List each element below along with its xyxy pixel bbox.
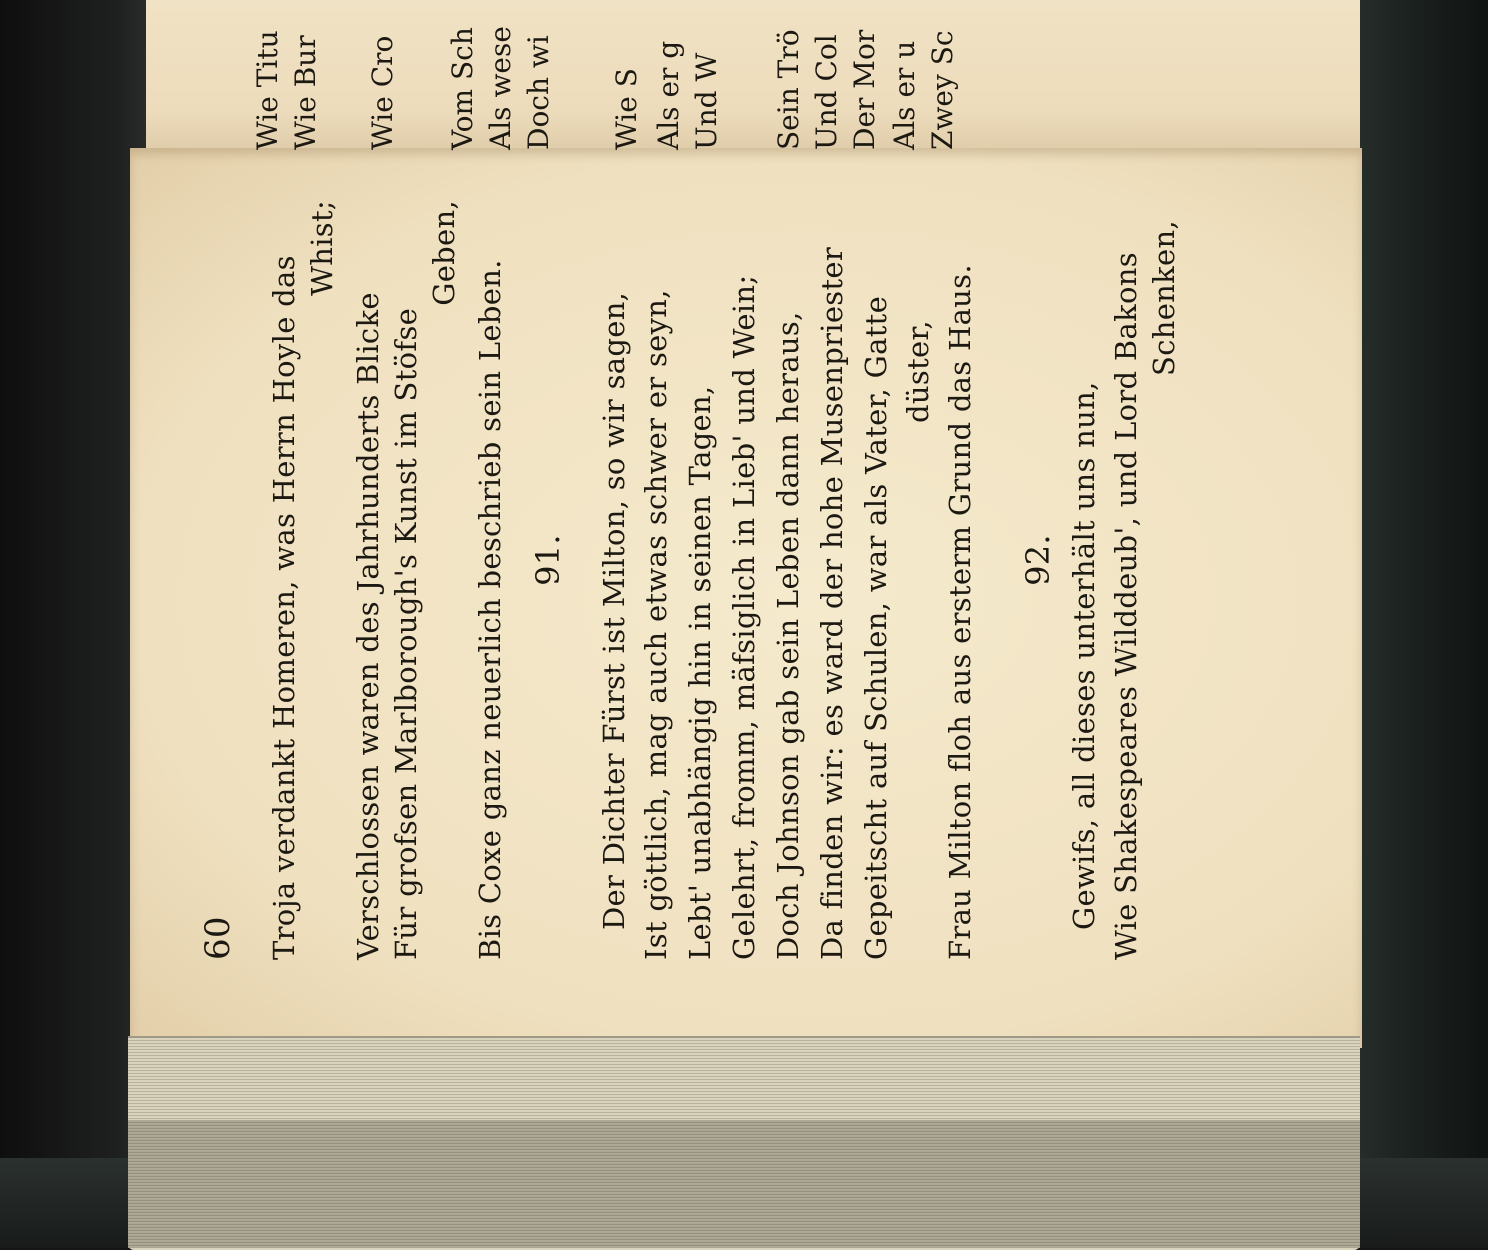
facing-line: Und Col xyxy=(810,34,843,150)
page-number: 60 xyxy=(198,916,238,960)
facing-line: Wie S xyxy=(610,68,643,150)
facing-line: Doch wi xyxy=(522,35,555,150)
facing-line: Wie Cro xyxy=(366,35,399,150)
facing-line: Als er u xyxy=(888,40,921,150)
verse-line: Frau Milton floh aus ersterm Grund das Haus. xyxy=(943,264,977,960)
verse-line: Der Dichter Fürst ist Milton, so wir sagen, xyxy=(597,291,631,930)
verse-line: Lebt' unabhängig hin in seinen Tagen, xyxy=(683,385,717,960)
verse-line: Schenken, xyxy=(1147,220,1181,376)
facing-line: Wie Titu xyxy=(251,30,284,150)
verse-line: Für grofsen Marlborough's Kunst im Stöfse xyxy=(389,307,423,960)
verse-line: Ist göttlich, mag auch etwas schwer er seyn, xyxy=(639,289,673,960)
facing-line: Zwey Sc xyxy=(926,30,959,150)
stanza-number: 91. xyxy=(529,534,567,586)
facing-line: Sein Trö xyxy=(772,29,805,150)
stanza-number: 92. xyxy=(1019,534,1057,586)
verse-line: Verschlossen waren des Jahrhunderts Blicke xyxy=(351,292,385,960)
facing-line: Und W xyxy=(690,52,723,150)
verse-line: Wie Shakespeares Wilddeub', und Lord Bakons xyxy=(1109,252,1143,960)
verse-line: Whist; xyxy=(305,200,339,296)
facing-page-text xyxy=(246,0,1246,150)
facing-line: Als er g xyxy=(652,40,685,150)
facing-line: Vom Sch xyxy=(446,27,479,150)
verse-line: Troja verdankt Homeren, was Herrn Hoyle das xyxy=(267,255,301,960)
page-text xyxy=(200,160,1200,960)
facing-line: Der Mor xyxy=(848,29,881,150)
verse-line: Gepeitscht auf Schulen, war als Vater, Gatte xyxy=(859,295,893,960)
verse-line: Geben, xyxy=(427,200,461,306)
page-edges-lower xyxy=(128,1120,1360,1248)
verse-line: düster, xyxy=(901,320,935,423)
facing-line: Wie Bur xyxy=(289,35,322,150)
verse-line: Bis Coxe ganz neuerlich beschrieb sein Leben. xyxy=(473,259,507,960)
verse-line: Doch Johnson gab sein Leben dann heraus, xyxy=(771,311,805,960)
verse-line: Da finden wir: es ward der hohe Musenpriester xyxy=(815,246,849,960)
verse-line: Gewifs, all dieses unterhält uns nun, xyxy=(1067,381,1101,930)
facing-line: Als wese xyxy=(484,26,517,150)
verse-line: Gelehrt, fromm, mäfsiglich in Lieb' und Wein; xyxy=(727,274,761,960)
